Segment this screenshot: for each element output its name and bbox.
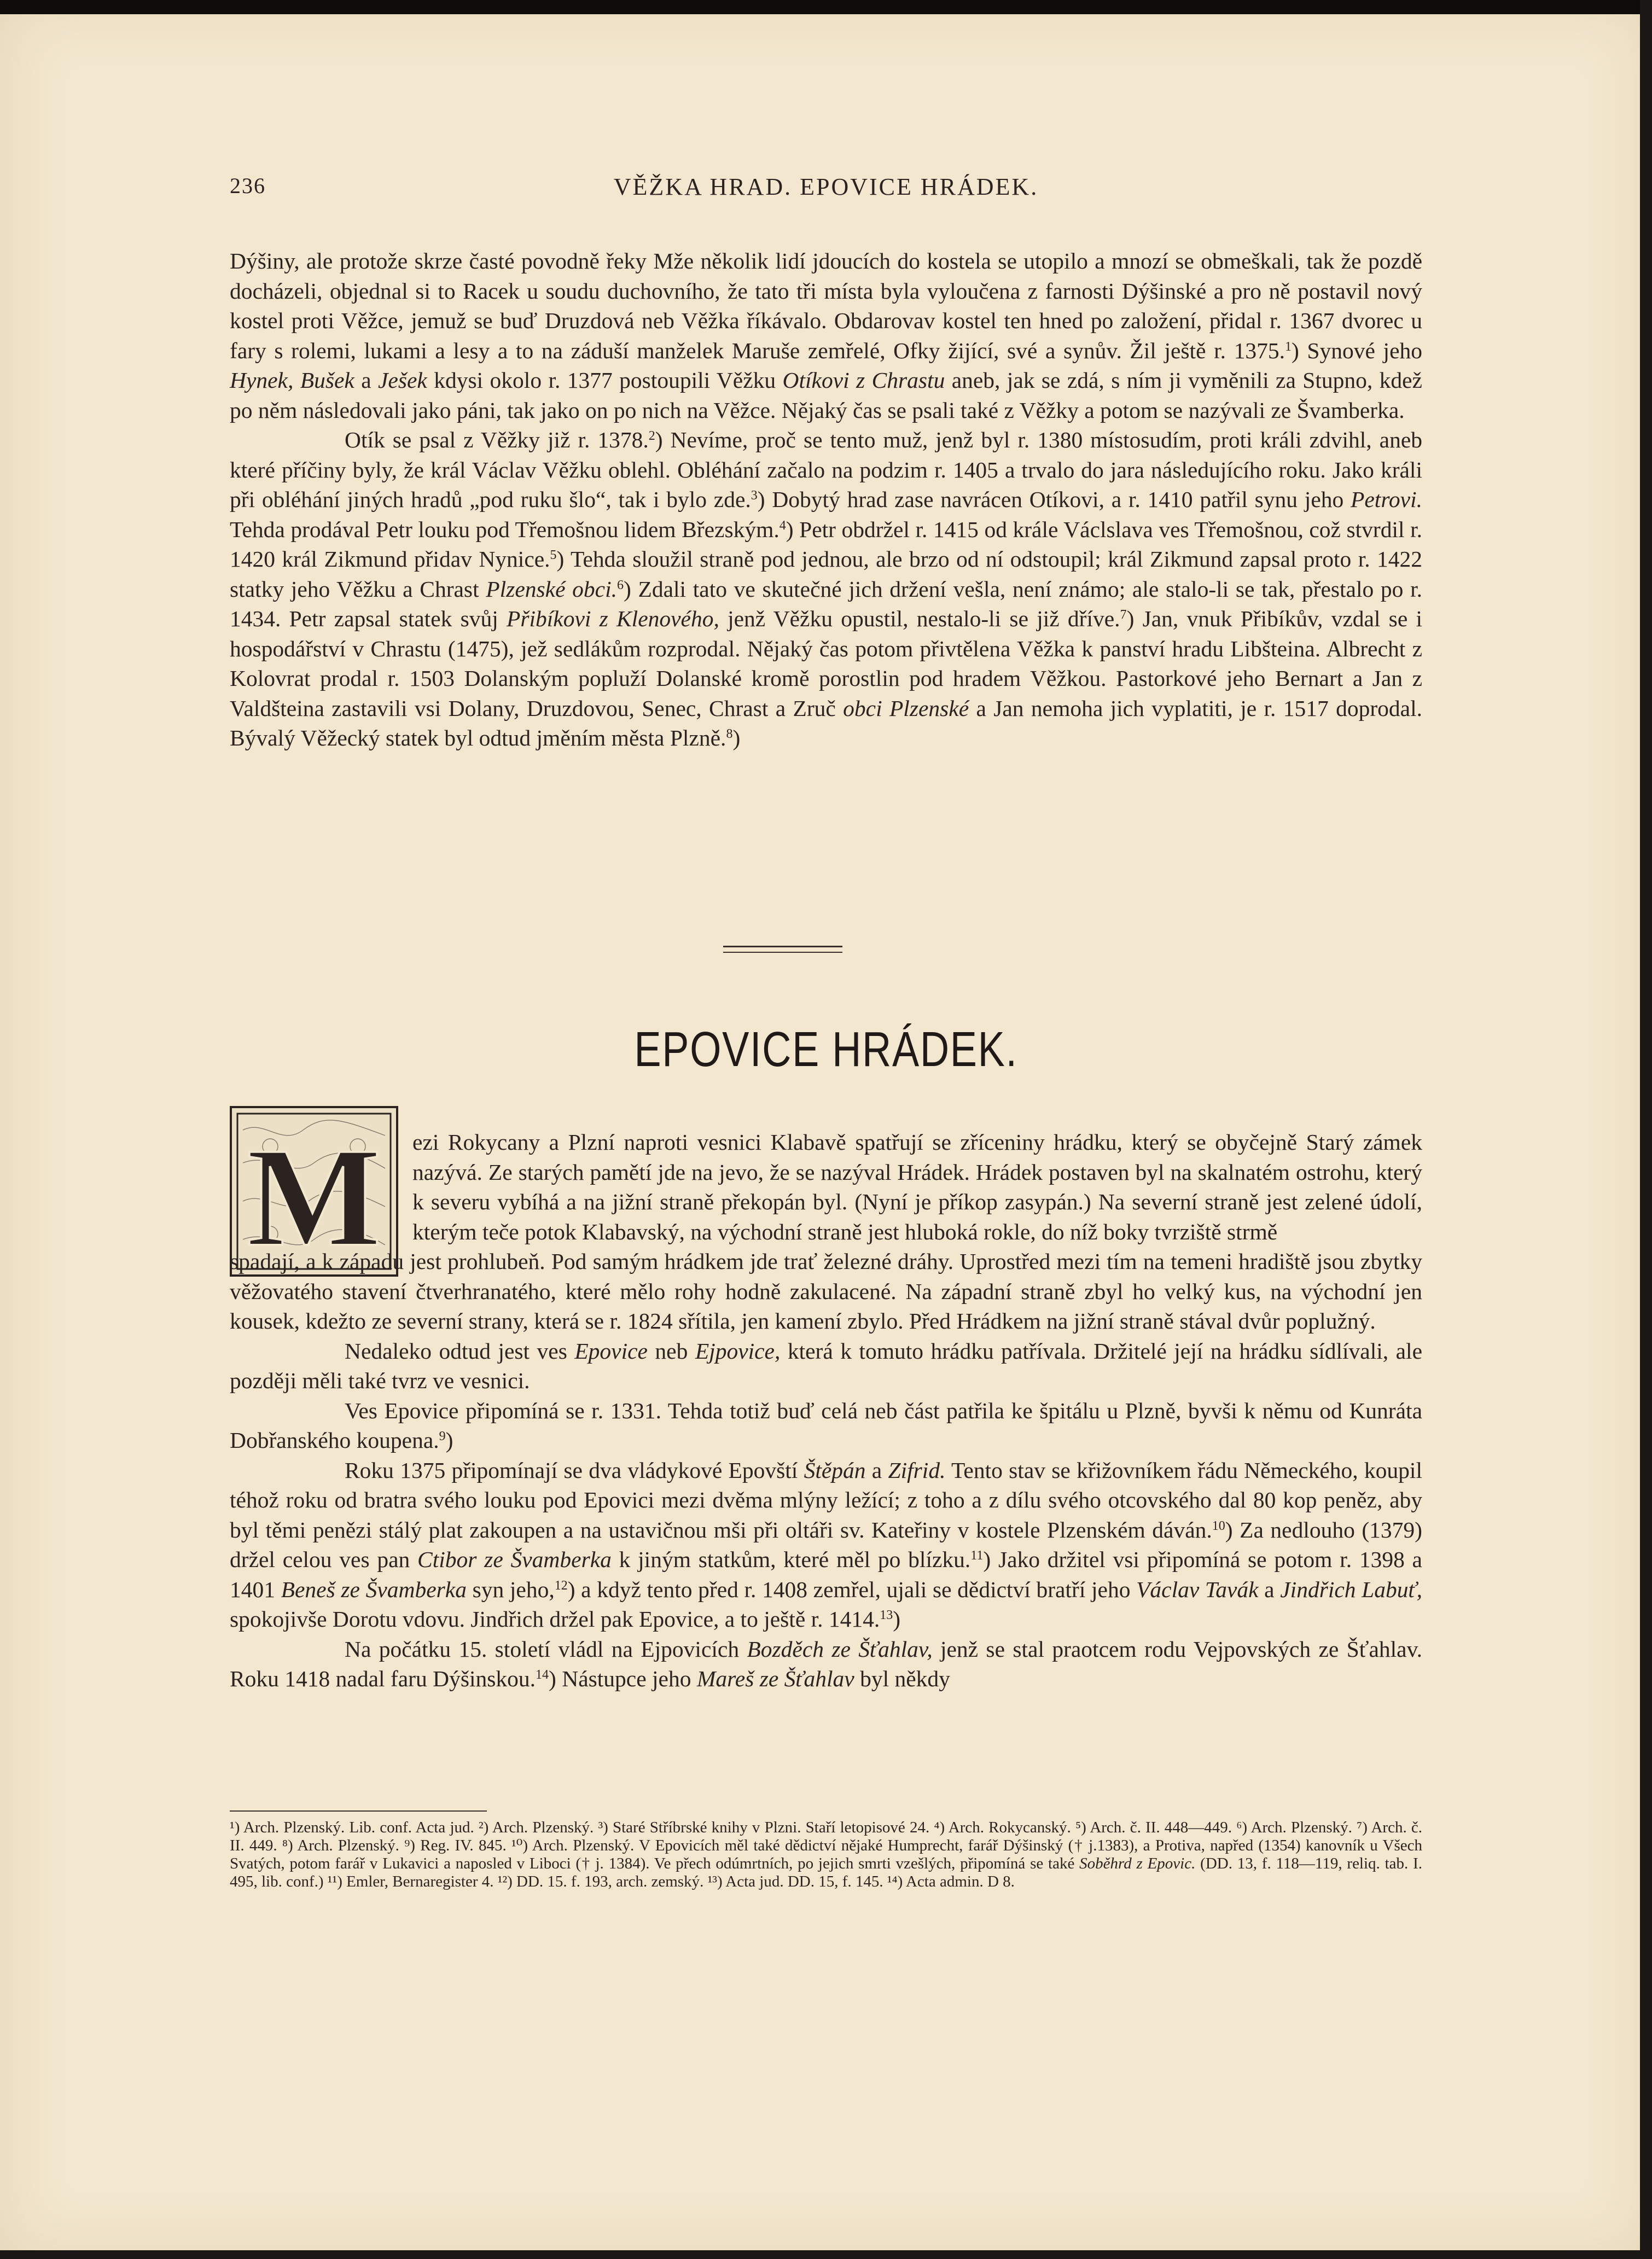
- text-run: Ves Epovice připomíná se r. 1331. Tehda totiž buď celá neb část patřila ke špitálu u Plzně, byvši k němu od Kunráta Dobřanského koupena.: [230, 1398, 1422, 1453]
- person-name: Otíkovi z Chrastu: [782, 368, 945, 393]
- text-run: ) Tehda sloužil straně pod jednou, ale brzo od ní odstoupil; král Zikmund zapsal proto r. 1422 statky jeho Věžku a Chrast: [230, 546, 1423, 602]
- text-line: potok Klabavský, na východní straně jest hluboká rokle, do níž boky tvrziště strmě: [525, 1219, 1278, 1244]
- person-name: Štěpán: [804, 1457, 866, 1483]
- footnote-text: (DD. 13, f. 118—119, reliq. tab. I. 495, lib. conf.) ¹¹) Emler, Bernaregister 4. ¹²) DD. 15. f. 193, arch. zemský. ¹³) Acta jud. DD. 15, f. 145. ¹⁴) Acta admin. D 8.: [230, 1855, 1422, 1890]
- text-run: ) Nástupce jeho: [549, 1666, 697, 1691]
- text-line: překopán byl. (Nyní je příkop zasypán.) Na severní straně jest zelené údolí, kterým teče: [412, 1189, 1422, 1244]
- text-run: jenž Věžku opustil, nestalo-li se již dříve.: [719, 606, 1120, 631]
- text-run: ): [893, 1606, 901, 1632]
- footnote-ref: 13: [880, 1608, 893, 1622]
- vezka-paragraph-2: [230, 425, 1422, 753]
- text-run: Tento stav se křižovníkem řádu Německého, koupil téhož roku od bratra svého louku pod Epovici mezi dvěma mlýny ležící; z toho a z dílu svého otcovského dal 80 kop peněz, aby byl těmi penězi stálý plat zakoupen a na ustavičnou mši při oltáři sv. Kateřiny v kostele Plzenském dáván.: [230, 1457, 1422, 1542]
- place-name: Ejpovice,: [695, 1338, 781, 1364]
- footnote-ref: 1: [1285, 339, 1292, 354]
- footnote-ref: 11: [970, 1548, 984, 1563]
- epovice-paragraph-4: [230, 1455, 1422, 1634]
- text-run: Otík se psal z Věžky již r. 1378.: [345, 427, 649, 452]
- epovice-paragraph-1: [230, 1127, 1422, 1336]
- footnote-ref: 10: [1212, 1518, 1225, 1533]
- text-line: a lesy a to na záduší manželek Maruše zemřelé, Ofky žijící, své a synův. Žil ještě r. 1375.: [435, 337, 1285, 363]
- person-name: Jindřich Labuť,: [1280, 1576, 1422, 1602]
- footnote-ref: 9: [439, 1429, 446, 1443]
- person-name: Beneš ze Švamberka: [281, 1576, 467, 1602]
- scan-right-border: [1640, 0, 1652, 2259]
- text-run: spadají, a k západu jest prohlubeň. Pod samým hrádkem jde trať železné dráhy. Uprostřed mezi tím na temeni hradiště jsou zbytky věžovatého stavení čtverhranatého, které mělo rohy hodně zakulacené. Na západní straně zbyl ho velký kus, na východní jen kousek, kdežto ze severní strany, která se r. 1824 sřítila, jen kamení zbylo. Před Hrádkem na jižní straně stával dvůr poplužný.: [230, 1249, 1422, 1334]
- place-name: Epovice: [574, 1338, 648, 1364]
- text-run: neb: [647, 1338, 695, 1364]
- place-name: obci Plzenské: [843, 695, 969, 721]
- page-number: 236: [230, 173, 266, 198]
- running-title: VĚŽKA HRAD. EPOVICE HRÁDEK.: [613, 173, 1039, 200]
- text-run: byl někdy: [854, 1666, 950, 1691]
- footnote-ref: 4: [779, 518, 786, 533]
- footnote-ref: 12: [554, 1578, 568, 1593]
- text-line: se obmeškali, tak že pozdě docházeli, objednal si to Racek u soudu duchovního, že tato tři místa byla: [230, 248, 1423, 304]
- person-name: Václav Tavák: [1136, 1576, 1259, 1602]
- section-divider: [723, 946, 842, 953]
- text-run: Na počátku 15. století vládl na Ejpovicích: [345, 1636, 747, 1662]
- epovice-paragraph-2: [230, 1336, 1422, 1396]
- text-line: Dýšiny, ale protože skrze časté povodně řeky Mže několik lidí jdoucích do kostela se utopilo a mnozí: [230, 248, 1168, 273]
- epovice-paragraph-3: [230, 1396, 1422, 1455]
- text-run: ) Jako držitel vsi připomíná se potom r. 1398 a 1401: [230, 1547, 1422, 1602]
- text-run: Tehda prodával Petr louku pod Třemošnou lidem Březským.: [230, 516, 780, 542]
- text-run: jenž se stal praotcem rodu Vejpovských ze Šťahlav. Roku 1418 nadal faru Dýšinskou.: [230, 1636, 1422, 1691]
- footnote-ref: 7: [1120, 608, 1127, 622]
- text-run: a: [1258, 1576, 1281, 1602]
- text-run: ) Synové jeho: [1292, 337, 1422, 363]
- vezka-paragraph-1: [230, 246, 1422, 425]
- wrapped-lines: [412, 1127, 1422, 1247]
- epovice-text: [230, 1127, 1422, 1694]
- text-line: obyčejně Starý zámek nazývá. Ze starých pamětí jde na jevo, že se nazýval Hrádek.: [412, 1130, 1422, 1185]
- text-run: k jiným statkům, které měl po blízku.: [611, 1547, 971, 1572]
- text-run: ): [732, 725, 741, 750]
- text-run: a: [354, 368, 379, 393]
- scan-bottom-border: [0, 2250, 1652, 2259]
- text-line: Věžka říkávalo. Obdarovav kostel ten hned po založení, přidal r. 1367 dvorec u fary s rolemi, lukami: [230, 308, 1422, 363]
- text-line: Hrádek postaven byl na skalnatém ostrohu, který k severu vybíhá a na jižní straně: [412, 1159, 1423, 1214]
- text-run: ) Za nedlouho (1379) držel celou ves pan: [230, 1517, 1422, 1572]
- person-name: Hynek, Bušek: [230, 368, 354, 393]
- person-name: Petrovi.: [1351, 487, 1422, 512]
- text-run: ) Nevíme, proč se tento muž, jenž byl r. 1380 místosudím, proti králi zdvihl, aneb které příčiny byly, že král Václav Věžku oblehl. Obléhání začalo na podzim r. 1405 a trvalo do jara následujícího roku. Jako králi při obléhání jiných hradů „pod ruku šlo“, tak i bylo zde.: [230, 427, 1422, 512]
- text-run: a Jan nemoha jich vyplatiti, je r. 1517 doprodal. Bývalý Věžecký statek byl odtud jměním města Plzně.: [230, 695, 1422, 750]
- text-run: ) Dobytý hrad zase navrácen Otíkovi, a r. 1410 patřil synu jeho: [757, 487, 1351, 512]
- text-run: ) Petr obdržel r. 1415 od krále Václslava ves Třemošnou, což stvrdil r. 1420 král Zikmund přidav Nynice.: [230, 516, 1422, 572]
- text-run: ): [445, 1428, 453, 1453]
- place-name: Plzenské obci.: [486, 576, 617, 602]
- footnote-ref: 5: [550, 548, 557, 562]
- scan-top-border: [0, 0, 1652, 14]
- footnote-divider: [230, 1810, 487, 1812]
- running-head: [230, 173, 1422, 206]
- text-run: ) Zdali tato ve skutečné jich držení vešla, není známo; ale stalo-li se tak, přestalo po r. 1434. Petr zapsal statek svůj: [230, 576, 1423, 631]
- text-run: a: [865, 1457, 888, 1483]
- text-line: ezi Rokycany a Plzní naproti vesnici Klabavě spatřují se zříceniny hrádku, který se: [412, 1130, 1206, 1155]
- vezka-text: [230, 246, 1422, 753]
- text-run: Roku 1375 připomínají se dva vládykové Epovští: [345, 1457, 804, 1483]
- footnote-ref: 6: [617, 578, 624, 592]
- text-run: která k tomuto hrádku patřívala. Držitelé její na hrádku sídlívali, ale později měli také tvrz ve vesnici.: [230, 1338, 1422, 1393]
- initial-letter: M: [247, 1119, 381, 1274]
- footnote-text: ¹) Arch. Plzenský. Lib. conf. Acta jud. ²) Arch. Plzenský. ³) Staré Stříbrské knihy v Plzni. Staří letopisové 24. ⁴) Arch. Rokycanský. ⁵) Arch. č. II. 448—449. ⁶) Arch. Plzenský. ⁷) Arch. č. II. 449. ⁸) Arch. Plzenský. ⁹) Reg. IV. 845. ¹⁰) Arch. Plzenský. V Epovicích měl také dědictví nějaké Humprecht, farář Dýšinský († j.1383), a Protiva, napřed (1354) kanovník u Všech Svatých, potom farář v Lukavici a naposled v Liboci († j. 1384). Ve přech odúmrtních, po jejich smrti vzešlých, připomíná se také: [230, 1819, 1422, 1872]
- person-name: Ješek: [378, 368, 427, 393]
- text-run: syn jeho,: [466, 1576, 555, 1602]
- footnote-ref: 2: [648, 429, 655, 443]
- footnote-ref: 8: [726, 727, 733, 741]
- text-run: ) Jan, vnuk Přibíkův, vzdal se i hospodářství v Chrastu (1475), jež sedlákům rozprodal. Nějaký čas potom přivtělena Věžka k panství hradu Libšteina. Albrecht z Kolovrat prodal r. 1503 Dolanským popluží Dolanské kromě porostlin pod hradem Věžkou. Pastorkové jeho Bernart a Jan z Valdšteina zastavili vsi Dolany, Druzdovou, Senec, Chrast a Zruč: [230, 606, 1422, 721]
- person-name: Mareš ze Šťahlav: [696, 1666, 854, 1691]
- footnote-italic: Soběhrd z Epovic.: [1079, 1855, 1196, 1872]
- text-run: kdysi okolo r. 1377 postoupili Věžku: [427, 368, 783, 393]
- text-line: vyloučena z farnosti Dýšinské a pro ně postavil nový kostel proti Věžce, jemuž se buď Druzdová neb: [230, 278, 1422, 333]
- person-name: Zifrid.: [888, 1457, 946, 1483]
- footnote-ref: 3: [751, 488, 758, 503]
- person-name: Bozděch ze Šťahlav,: [747, 1636, 933, 1662]
- text-run: aneb, jak se zdá, s ním ji vyměnili za Stupno, kdež po něm následovali jako páni, tak jako on po nich na Věžce. Nějaký čas se psali také z Věžky a potom se nazývali ze Švamberka.: [230, 368, 1422, 423]
- footnote-ref: 14: [536, 1668, 549, 1682]
- person-name: Ctibor ze Švamberka: [417, 1547, 612, 1572]
- text-run: Nedaleko odtud jest ves: [345, 1338, 575, 1364]
- person-name: Přibíkovi z Klenového,: [506, 606, 719, 631]
- text-run: ) a když tento před r. 1408 zemřel, ujali se dědictví bratří jeho: [567, 1576, 1137, 1602]
- section-title: EPOVICE HRÁDEK.: [634, 1022, 1018, 1077]
- epovice-paragraph-5: [230, 1634, 1422, 1694]
- footnotes: [230, 1819, 1422, 1891]
- text-run: spokojivše Dorotu vdovu. Jindřich držel pak Epovice, a to ještě r. 1414.: [230, 1606, 880, 1632]
